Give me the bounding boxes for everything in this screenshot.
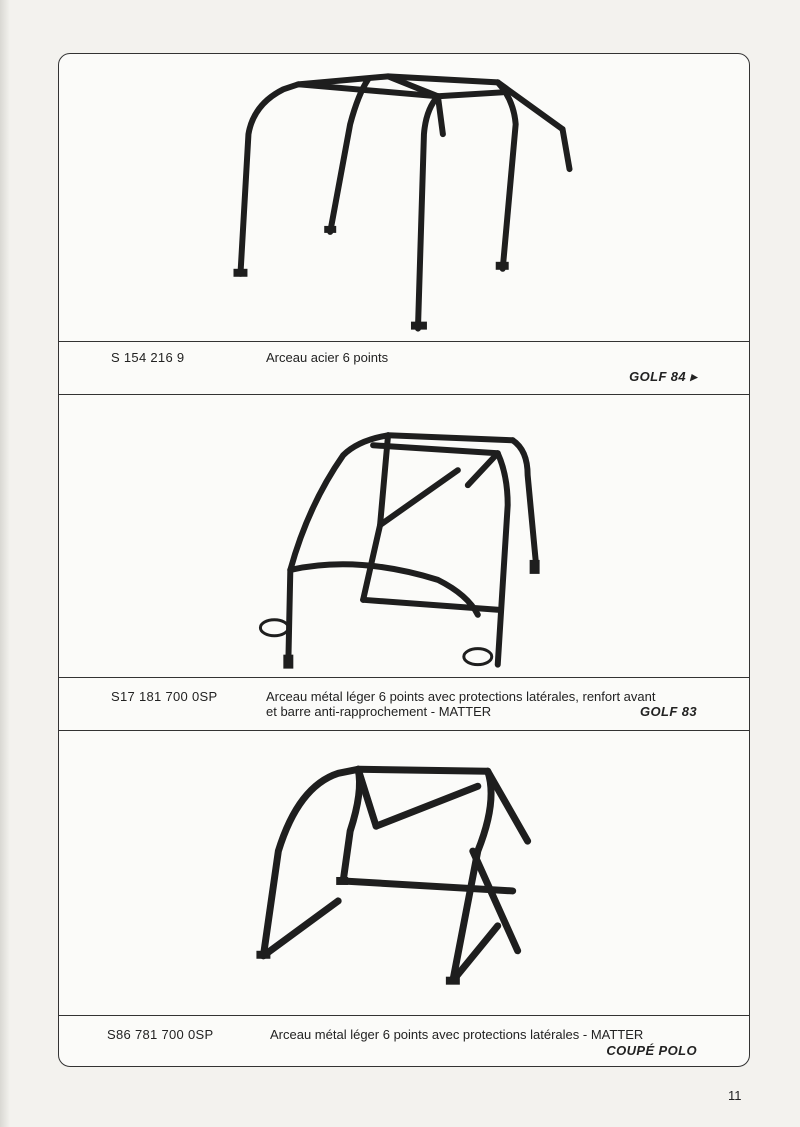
roll-cage-illustration-2 bbox=[59, 395, 749, 677]
foot-plate bbox=[256, 951, 270, 959]
item-reference: S 154 216 9 bbox=[111, 350, 185, 365]
foot-plate bbox=[411, 322, 427, 330]
item-model: GOLF 84 ▸ bbox=[629, 369, 697, 384]
roll-cage-photo-2 bbox=[59, 395, 749, 677]
foot-ring bbox=[260, 620, 288, 636]
roll-cage-illustration-1 bbox=[59, 54, 749, 341]
roll-cage-photo-1 bbox=[59, 54, 749, 341]
item-caption-2 bbox=[59, 678, 749, 730]
foot-plate bbox=[324, 226, 336, 233]
foot-plate bbox=[496, 262, 509, 270]
item-reference: S17 181 700 0SP bbox=[111, 689, 218, 704]
item-caption-1 bbox=[59, 342, 749, 394]
binding-edge bbox=[0, 0, 10, 1127]
item-model: COUPÉ POLO bbox=[606, 1043, 697, 1058]
item-description-line2: et barre anti-rapprochement - MATTER bbox=[266, 704, 492, 719]
roll-cage-illustration-3 bbox=[59, 731, 749, 1015]
foot-plate bbox=[446, 977, 460, 985]
item-reference: S86 781 700 0SP bbox=[107, 1027, 214, 1042]
foot-plate bbox=[530, 560, 540, 574]
roll-cage-photo-3 bbox=[59, 731, 749, 1015]
item-model: GOLF 83 bbox=[640, 704, 697, 719]
item-caption-3 bbox=[59, 1016, 749, 1067]
page-number: 11 bbox=[728, 1088, 742, 1103]
item-description: Arceau acier 6 points bbox=[266, 350, 389, 365]
foot-plate bbox=[233, 269, 247, 277]
foot-ring bbox=[464, 649, 492, 665]
foot-plate bbox=[336, 877, 348, 885]
item-description: Arceau métal léger 6 points avec protections latérales, renfort avant bbox=[266, 689, 656, 704]
catalog-frame bbox=[58, 53, 750, 1067]
foot-plate bbox=[283, 655, 293, 669]
item-description: Arceau métal léger 6 points avec protections latérales - MATTER bbox=[270, 1027, 644, 1042]
